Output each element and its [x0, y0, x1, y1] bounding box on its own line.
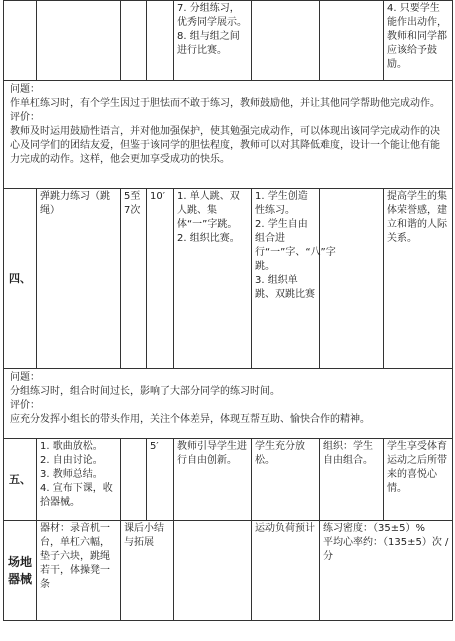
- teacher-activity-cell: [174, 1, 252, 81]
- load-label-cell: 运动负荷预计: [252, 521, 320, 621]
- question-label: 问题：: [10, 84, 40, 95]
- duration-cell: 5′: [147, 439, 174, 521]
- text-line: 3. 教师总结。: [40, 469, 103, 480]
- text-line: 4. 只要学生能作出动作，教师和同学都应该给予鼓励。: [387, 3, 447, 70]
- goal-cell: 学生享受体育运动之后所带来的喜悦心情。: [384, 439, 453, 521]
- text-line: 7. 分组练习，优秀同学展示。: [177, 3, 247, 28]
- equipment-cell: 器材：录音机一台，单杠六幅，垫子六块，跳绳若干，体操凳一条: [37, 521, 121, 621]
- goal-cell: 提高学生的集体荣誉感，建立和谐的人际关系。: [384, 189, 453, 369]
- evaluation-text: 应充分发挥小组长的带头作用，关注个体差异，体现互帮互助、愉快合作的精神。: [10, 414, 370, 425]
- times-cell: [121, 439, 147, 521]
- organization-cell: [320, 189, 384, 369]
- teacher-activity-cell: 教师引导学生进行自由创新。: [174, 439, 252, 521]
- evaluation-label: 评价：: [10, 112, 40, 123]
- evaluation-note: [4, 369, 453, 439]
- average-heart-rate: 平均心率约：（135±5）次 / 分: [323, 537, 449, 562]
- student-activity-cell: 学生充分放松。: [252, 439, 320, 521]
- table-row: [4, 439, 453, 521]
- content-cell: 弹跳力练习（跳绳）: [37, 189, 121, 369]
- section-number: 五、: [4, 439, 37, 521]
- after-class-cell: 课后小结与拓展: [121, 521, 174, 621]
- table-row: [4, 1, 453, 81]
- text-line: 2. 学生自由组合进行“一”字、“八”字跳。: [255, 219, 336, 272]
- evaluation-text: 教师及时运用鼓励性语言，并对他加强保护，使其勉强完成动作，可以体现出该同学完成动作的决心及同学们的团结友爱，但鉴于该同学的胆怯程度，教师可以对其降低难度，设计一个能让他有能力完成的动作。这样，他会更加享受成功的快乐。: [10, 126, 440, 165]
- student-activity-cell: [252, 189, 336, 369]
- organization-cell: 组织：学生自由组合。: [320, 439, 384, 521]
- text-line: 2. 自由讨论。: [40, 455, 103, 466]
- evaluation-label: 评价：: [10, 400, 40, 411]
- table-row: [4, 521, 453, 621]
- question-text: 作单杠练习时，有个学生因过于胆怯而不敢于练习，教师鼓励他，并让其他同学帮助他完成动作。: [10, 98, 440, 109]
- text-line: 1. 学生创造性练习。: [255, 191, 308, 216]
- text-line: 1. 歌曲放松。: [40, 441, 103, 452]
- content-cell: [37, 439, 121, 521]
- times-cell: 5至7次: [121, 189, 147, 369]
- text-line: 2. 组织比赛。: [177, 233, 240, 244]
- load-values-cell: [320, 521, 453, 621]
- text-line: 3. 组织单跳、双跳比赛: [255, 275, 315, 300]
- text-line: 4. 宣布下课，收拾器械。: [40, 483, 113, 508]
- text-line: 8. 组与组之间进行比赛。: [177, 31, 240, 56]
- text-line: 1. 单人跳、双人跳、集体“一”字跳。: [177, 191, 240, 230]
- question-label: 问题：: [10, 372, 40, 383]
- teacher-activity-cell: [174, 189, 252, 369]
- evaluation-note: [4, 81, 453, 189]
- goal-cell: [384, 1, 453, 81]
- duration-cell: 10′: [147, 189, 174, 369]
- lesson-plan-table: [3, 0, 453, 621]
- table-row: [4, 189, 453, 369]
- section-number: 四、: [4, 189, 37, 369]
- practice-density: 练习密度：（35±5）%: [323, 523, 425, 534]
- venue-equipment-title: 场地器械: [4, 521, 37, 621]
- question-text: 分组练习时，组合时间过长，影响了大部分同学的练习时间。: [10, 386, 280, 397]
